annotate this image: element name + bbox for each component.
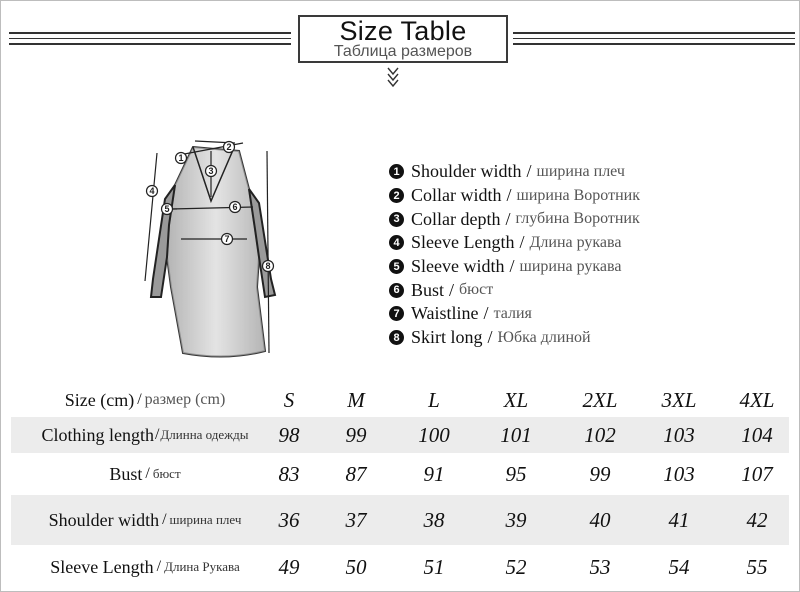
table-header-row: [11, 383, 789, 417]
table-header-label: Size (cm) / размер (cm): [64, 389, 226, 410]
table-cell: 98: [278, 422, 300, 447]
row-label: Bust / бюст: [109, 463, 181, 484]
legend-item: 3 Collar depth / глубина Воротник: [389, 207, 789, 231]
table-cell: 103: [663, 461, 695, 486]
table-cell: 38: [423, 507, 445, 532]
table-cell: 104: [741, 422, 773, 447]
table-row: [11, 545, 789, 589]
svg-text:2: 2: [226, 142, 232, 152]
legend-item: 5 Sleeve width / ширина рукава: [389, 255, 789, 279]
size-header: L: [428, 387, 440, 412]
table-cell: 91: [423, 461, 445, 486]
table-cell: 39: [505, 507, 527, 532]
table-cell: 37: [345, 507, 367, 532]
table-row: [11, 495, 789, 545]
page-title: Size Table: [339, 16, 467, 46]
table-cell: 50: [345, 554, 367, 579]
header-rule-left: [9, 32, 291, 50]
svg-text:6: 6: [232, 202, 238, 212]
svg-text:4: 4: [149, 186, 155, 196]
size-header: 3XL: [661, 387, 697, 412]
page-subtitle: Таблица размеров: [333, 43, 473, 60]
table-cell: 53: [589, 554, 611, 579]
table-cell: 41: [668, 507, 690, 532]
legend-item: 1 Shoulder width / ширина плеч: [389, 160, 789, 184]
table-cell: 87: [345, 461, 367, 486]
table-cell: 51: [423, 554, 445, 579]
legend-item: 6 Bust / бюст: [389, 278, 789, 302]
number-badge-icon: 1: [389, 164, 404, 179]
number-badge-icon: 7: [389, 306, 404, 321]
dress-measurement-diagram-icon: [131, 129, 281, 365]
measurement-legend: [389, 160, 789, 350]
table-cell: 95: [505, 461, 527, 486]
row-label: Sleeve Length / Длина Рукава: [50, 556, 240, 577]
table-cell: 103: [663, 422, 695, 447]
table-cell: 55: [746, 554, 768, 579]
table-cell: 99: [589, 461, 611, 486]
svg-text:8: 8: [265, 261, 271, 271]
size-header: S: [283, 387, 295, 412]
table-cell: 42: [746, 507, 768, 532]
size-header: 2XL: [582, 387, 618, 412]
table-cell: 100: [418, 422, 450, 447]
legend-item: 2 Collar width / ширина Воротник: [389, 184, 789, 208]
row-label: Shoulder width / ширина плеч: [48, 509, 242, 530]
table-cell: 49: [278, 554, 300, 579]
number-badge-icon: 5: [389, 259, 404, 274]
number-badge-icon: 3: [389, 212, 404, 227]
table-cell: 83: [278, 461, 300, 486]
size-header: XL: [503, 387, 529, 412]
table-row: [11, 417, 789, 453]
svg-text:1: 1: [178, 153, 184, 163]
number-badge-icon: 6: [389, 283, 404, 298]
header-rule-right: [513, 32, 795, 50]
table-cell: 99: [345, 422, 367, 447]
chevron-down-icon: [385, 65, 401, 89]
table-cell: 40: [589, 507, 611, 532]
table-row: [11, 453, 789, 495]
table-cell: 102: [584, 422, 616, 447]
legend-item: 8 Skirt long / Юбка длиной: [389, 326, 789, 350]
row-label: Clothing length / Длинна одежды: [41, 424, 249, 445]
table-cell: 54: [668, 554, 690, 579]
table-cell: 107: [741, 461, 773, 486]
title-box: [298, 15, 508, 63]
svg-text:7: 7: [224, 234, 230, 244]
table-cell: 36: [278, 507, 300, 532]
table-cell: 52: [505, 554, 527, 579]
legend-item: 7 Waistline / талия: [389, 302, 789, 326]
legend-item: 4 Sleeve Length / Длина рукава: [389, 231, 789, 255]
svg-text:3: 3: [208, 166, 214, 176]
svg-text:5: 5: [164, 204, 170, 214]
size-header: 4XL: [739, 387, 775, 412]
size-header: M: [347, 387, 365, 412]
number-badge-icon: 8: [389, 330, 404, 345]
table-cell: 101: [500, 422, 532, 447]
number-badge-icon: 2: [389, 188, 404, 203]
number-badge-icon: 4: [389, 235, 404, 250]
